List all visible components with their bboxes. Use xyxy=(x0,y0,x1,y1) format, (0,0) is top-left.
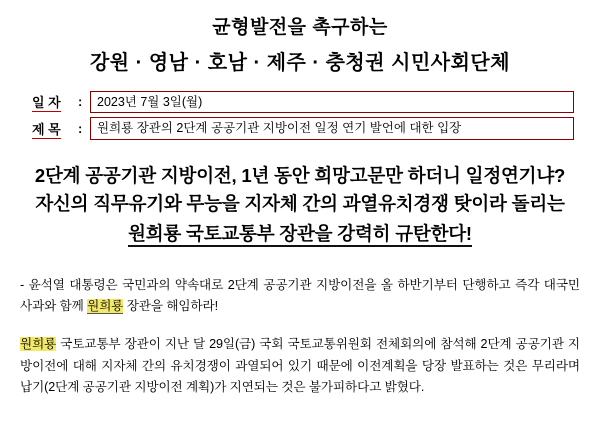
text-segment: 원희룡 xyxy=(20,336,57,351)
meta-label-title xyxy=(32,119,78,138)
paragraph-1 xyxy=(20,275,580,318)
headline-line-1: 2단계 공공기관 지방이전, 1년 동안 희망고문만 하더니 일정연기냐? xyxy=(34,165,566,187)
text-segment: 장관을 해임하라! xyxy=(123,299,218,314)
meta-value-title: 원희룡 장관의 2단계 공공기관 지방이전 일정 연기 발언에 대한 입장 xyxy=(90,117,574,140)
header-line-2: 강원 · 영남 · 호남 · 제주 · 충청권 시민사회단체 xyxy=(89,51,511,74)
document-header xyxy=(14,14,586,79)
meta-colon-title: : xyxy=(78,121,83,137)
meta-row-date xyxy=(32,91,574,114)
headline-line-2: 자신의 직무유기와 무능을 지자체 간의 과열유치경쟁 탓이라 돌리는 xyxy=(35,193,565,215)
paragraph-2 xyxy=(20,334,580,399)
meta-label-date xyxy=(32,92,78,111)
headline-line-3-text: 원희룡 국토교통부 장관을 강력히 규탄한다! xyxy=(128,223,472,247)
text-segment: 원희룡 xyxy=(87,299,124,314)
meta-value-date: 2023년 7월 3일(월) xyxy=(90,91,574,114)
meta-label-date-text: 일 자 xyxy=(32,95,61,111)
document-meta xyxy=(14,91,586,141)
meta-label-title-text: 제 목 xyxy=(32,122,61,138)
headline-line-3 xyxy=(14,220,586,248)
text-segment: - 윤석열 대통령은 국민과의 약속대로 2단계 공공기관 지방이전을 올 하반기부터 단행하고 즉각 대국민 사과와 함께 xyxy=(20,277,580,314)
header-line-1: 균형발전을 촉구하는 xyxy=(212,17,388,38)
meta-row-title xyxy=(32,117,574,140)
meta-colon-date: : xyxy=(78,94,83,110)
document-body xyxy=(14,275,586,399)
document-headline xyxy=(14,162,586,248)
text-segment: 국토교통부 장관이 지난 달 29일(금) 국회 국토교통위원회 전체회의에 참석해 2단계 공공기관 지방이전에 대해 지자체 간의 유치경쟁이 과열되어 있기 때문에 이전계획을 당장 발표하는 것은 무리라며 납기(2단계 공공기관 지방이전 계획)가 지연되는 것은 불가피하다고 밝혔다. xyxy=(20,336,580,395)
